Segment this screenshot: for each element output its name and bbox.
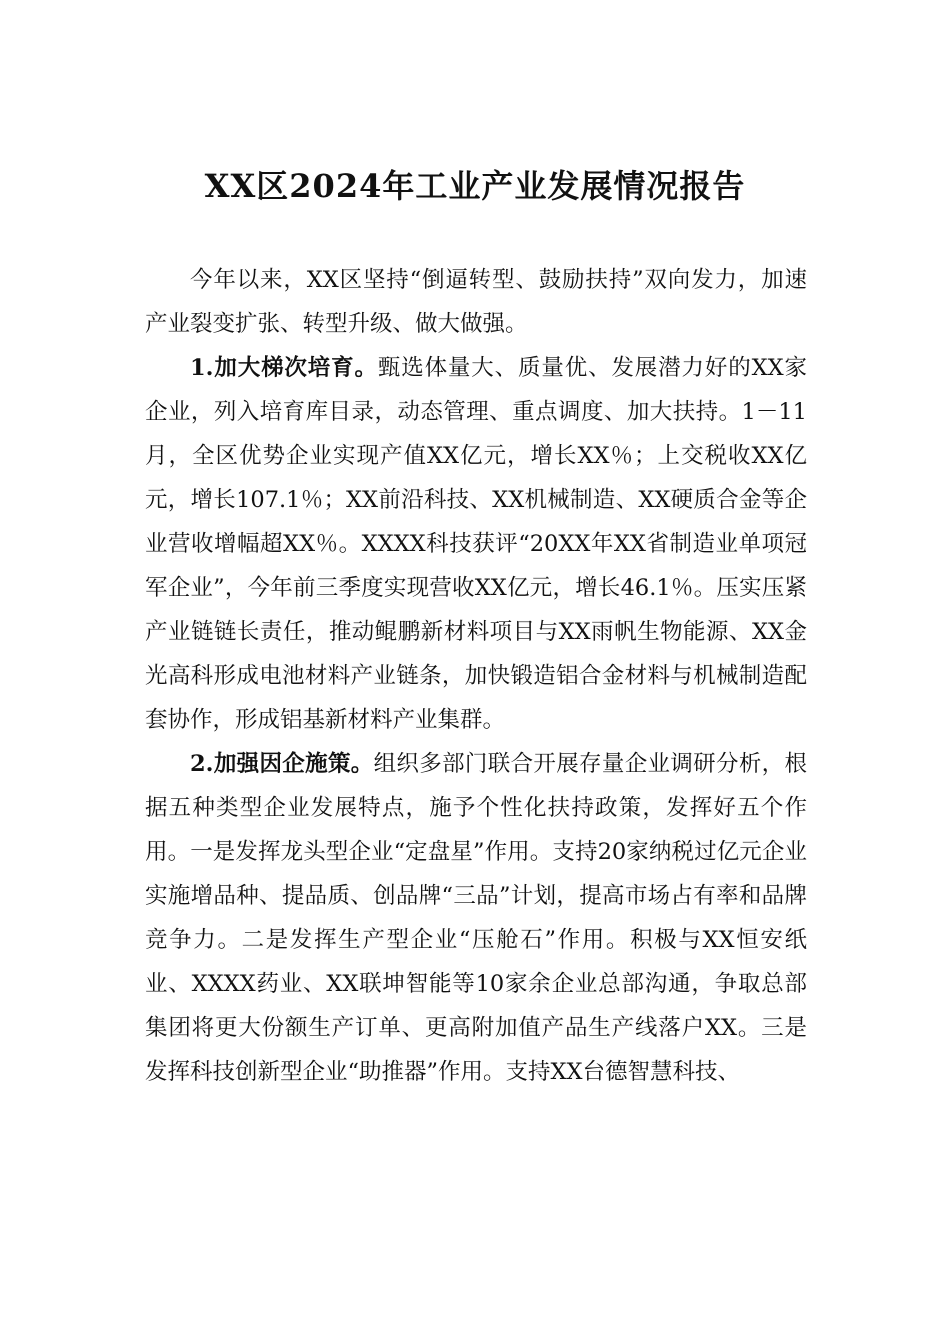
section-2-paragraph	[145, 742, 807, 1094]
section-2-heading: 2.加强因企施策。	[190, 751, 374, 777]
section-1-text: 甄选体量大、质量优、发展潜力好的XX家企业，列入培育库目录，动态管理、重点调度、加大扶持。1－11月，全区优势企业实现产值XX亿元，增长XX％；上交税收XX亿元，增长107.1％；XX前沿科技、XX机械制造、XX硬质合金等企业营收增幅超XX％。XXXX科技获评“20XX年XX省制造业单项冠军企业”，今年前三季度实现营收XX亿元，增长46.1％。压实压紧产业链链长责任，推动鲲鹏新材料项目与XX雨帆生物能源、XX金光高科形成电池材料产业链条，加快锻造铝合金材料与机械制造配套协作，形成铝基新材料产业集群。	[145, 355, 807, 733]
document-title: XX区2024年工业产业发展情况报告	[204, 167, 746, 205]
document-body	[145, 258, 807, 1094]
intro-paragraph: 今年以来，XX区坚持“倒逼转型、鼓励扶持”双向发力，加速产业裂变扩张、转型升级、做大做强。	[145, 267, 807, 337]
section-1-heading: 1.加大梯次培育。	[190, 355, 378, 381]
section-2-text: 组织多部门联合开展存量企业调研分析，根据五种类型企业发展特点，施予个性化扶持政策，发挥好五个作用。一是发挥龙头型企业“定盘星”作用。支持20家纳税过亿元企业实施增品种、提品质、创品牌“三品”计划，提高市场占有率和品牌竞争力。二是发挥生产型企业“压舱石”作用。积极与XX恒安纸业、XXXX药业、XX联坤智能等10家余企业总部沟通，争取总部集团将更大份额生产订单、更高附加值产品生产线落户XX。三是发挥科技创新型企业“助推器”作用。支持XX台德智慧科技、	[145, 751, 807, 1085]
section-1-paragraph	[145, 346, 807, 742]
